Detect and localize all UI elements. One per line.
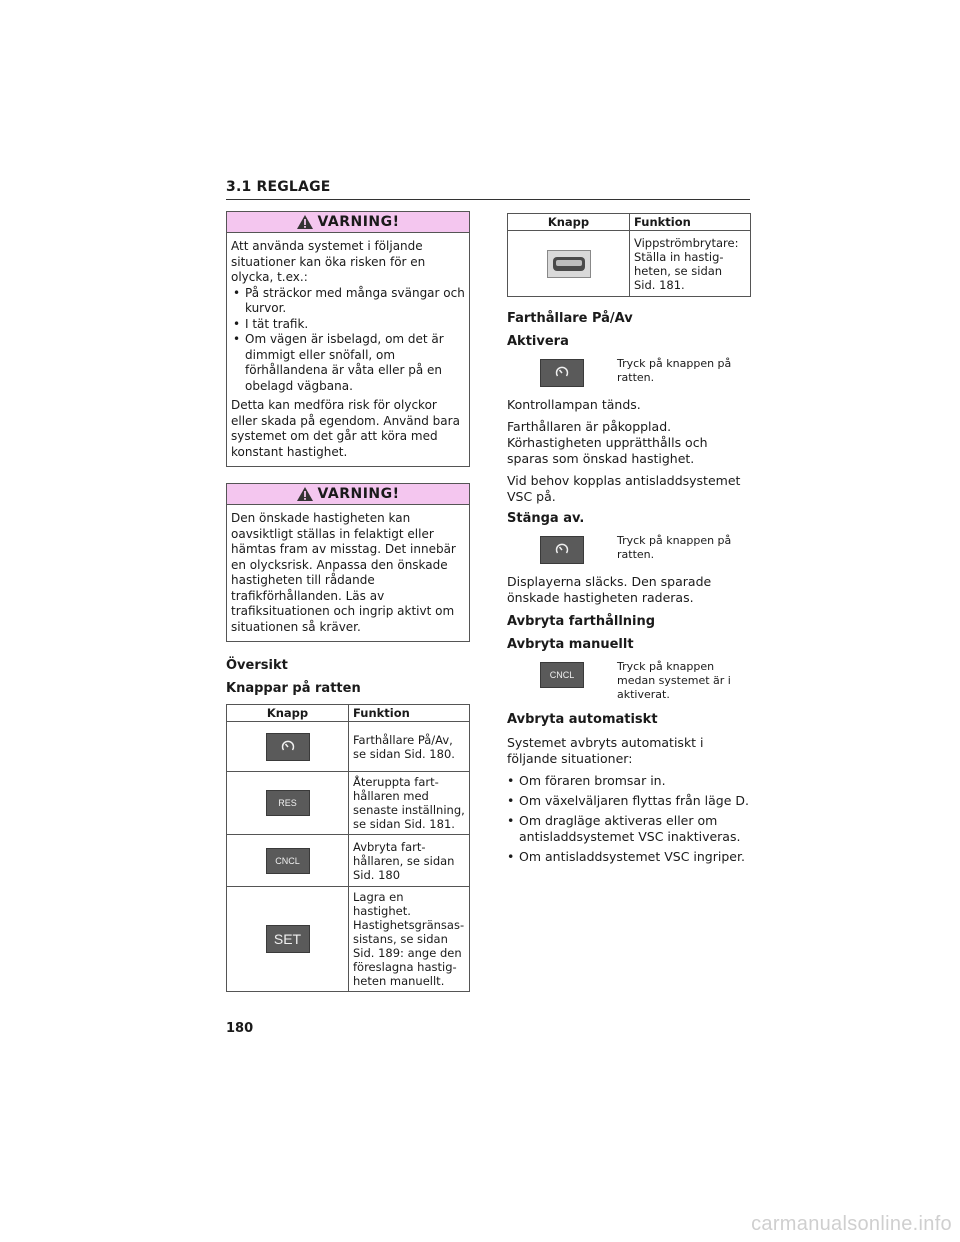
activate-heading: Aktivera (507, 334, 569, 349)
list-item: • Om antisladdsystemet VSC ingriper. (507, 849, 751, 865)
table-cell-function: Lagra en hastighet. Hastighetsgränsassistans, se sidan Sid. 189: ange den föreslagna hastigheten manuellt. (349, 887, 470, 992)
activate-text: Kontrollampan tänds. (507, 397, 641, 412)
list-item: • Om föraren bromsar in. (507, 773, 751, 789)
set-button-icon: SET (266, 925, 310, 953)
warning-list-item: • På sträckor med många svängar och kurvor. (231, 286, 465, 317)
left-column (226, 211, 470, 992)
cancel-heading: Avbryta farthållning (507, 614, 656, 629)
watermark: carmanualsonline.info (751, 1213, 952, 1235)
table-row (227, 772, 470, 835)
cruise-control-icon (540, 359, 584, 387)
warning-title: VARNING! (317, 486, 400, 502)
table-header-row (227, 705, 470, 722)
table-cell-button (227, 887, 349, 992)
steering-buttons-table (226, 704, 470, 992)
warning-triangle-icon (296, 214, 314, 230)
manual-cancel-heading: Avbryta manuellt (507, 637, 634, 652)
column-header-funktion: Funktion (349, 705, 470, 722)
warning-list-item: • I tät trafik. (231, 317, 465, 333)
section-title: 3.1 REGLAGE (226, 179, 331, 195)
res-button-icon: RES (266, 790, 310, 816)
overview-heading: Översikt (226, 658, 288, 673)
warning-intro: Att använda systemet i följande situationer kan öka risken för en olycka, t.ex.: (231, 239, 426, 284)
table-row (227, 887, 470, 992)
deactivate-action (507, 534, 751, 564)
table-cell-function: Avbryta farthållaren, se sidan Sid. 180 (349, 835, 470, 887)
warning-header (227, 484, 469, 505)
table-cell-button (508, 231, 630, 297)
cruise-control-icon (540, 536, 584, 564)
table-cell-function: Återuppta farthållaren med senaste inställning, se sidan Sid. 181. (349, 772, 470, 835)
auto-cancel-intro: Systemet avbryts automatiskt i följande situationer: (507, 735, 704, 766)
cncl-button-icon: CNCL (540, 662, 584, 688)
activate-text: Vid behov kopplas antisladdsystemet VSC på. (507, 473, 741, 504)
warning-header (227, 212, 469, 233)
cruise-control-icon (266, 733, 310, 761)
manual-cancel-action (507, 660, 751, 702)
warning-list-item: • Om vägen är isbelagd, om det är dimmigt eller snöfall, om förhållandena är våta eller på en obelagd vägbana. (231, 332, 465, 394)
overview-subheading: Knappar på ratten (226, 681, 361, 696)
deactivate-heading: Stänga av. (507, 511, 585, 526)
auto-cancel-list (507, 773, 751, 865)
warning-body (227, 233, 469, 466)
right-column (507, 213, 751, 869)
warning-title: VARNING! (317, 214, 400, 230)
table-header-row (508, 214, 751, 231)
table-cell-function: Vippströmbrytare: Ställa in hastigheten, se sidan Sid. 181. (630, 231, 751, 297)
table-cell-function: Farthållare På/Av, se sidan Sid. 180. (349, 722, 470, 772)
column-header-funktion: Funktion (630, 214, 751, 231)
deactivate-caption: Tryck på knappen på ratten. (617, 534, 732, 561)
manual-cancel-caption: Tryck på knappen medan systemet är i aktiverat. (617, 660, 731, 701)
table-row (227, 722, 470, 772)
list-item: • Om dragläge aktiveras eller om antisladdsystemet VSC inaktiveras. (507, 813, 751, 845)
column-header-knapp: Knapp (227, 705, 349, 722)
table-cell-button (227, 772, 349, 835)
list-item: • Om växelväljaren flyttas från läge D. (507, 793, 751, 809)
page-number: 180 (226, 1021, 254, 1036)
section-rule (226, 199, 750, 200)
warning-box-2 (226, 483, 470, 642)
table-cell-button (227, 722, 349, 772)
auto-cancel-heading: Avbryta automatiskt (507, 712, 658, 727)
warning-list (231, 286, 465, 395)
warning-text: Den önskade hastigheten kan oavsiktligt ställas in felaktigt eller hämtas fram av misstag. Det innebär en olycksrisk. Anpassa den önskade hastigheten till rådande trafikförhållanden. Läs av trafiksituationen och ingrip aktivt om situationen så kräver. (231, 511, 456, 634)
activate-text: Farthållaren är påkopplad. Körhastigheten upprätthålls och sparas som önskad hastighet. (507, 419, 708, 466)
warning-box-1 (226, 211, 470, 467)
activate-caption: Tryck på knappen på ratten. (617, 357, 732, 384)
activate-action (507, 357, 751, 387)
warning-triangle-icon (296, 486, 314, 502)
paddle-table (507, 213, 751, 297)
table-row (508, 231, 751, 297)
paddle-switch-icon (547, 250, 591, 278)
table-row (227, 835, 470, 887)
warning-outro: Detta kan medföra risk för olyckor eller skada på egendom. Använd bara systemet om det går att köra med konstant hastighet. (231, 398, 460, 459)
cncl-button-icon: CNCL (266, 848, 310, 874)
cruise-heading: Farthållare På/Av (507, 311, 633, 326)
warning-body (227, 505, 469, 641)
deactivate-text: Displayerna släcks. Den sparade önskade hastigheten raderas. (507, 574, 712, 605)
table-cell-button (227, 835, 349, 887)
column-header-knapp: Knapp (508, 214, 630, 231)
